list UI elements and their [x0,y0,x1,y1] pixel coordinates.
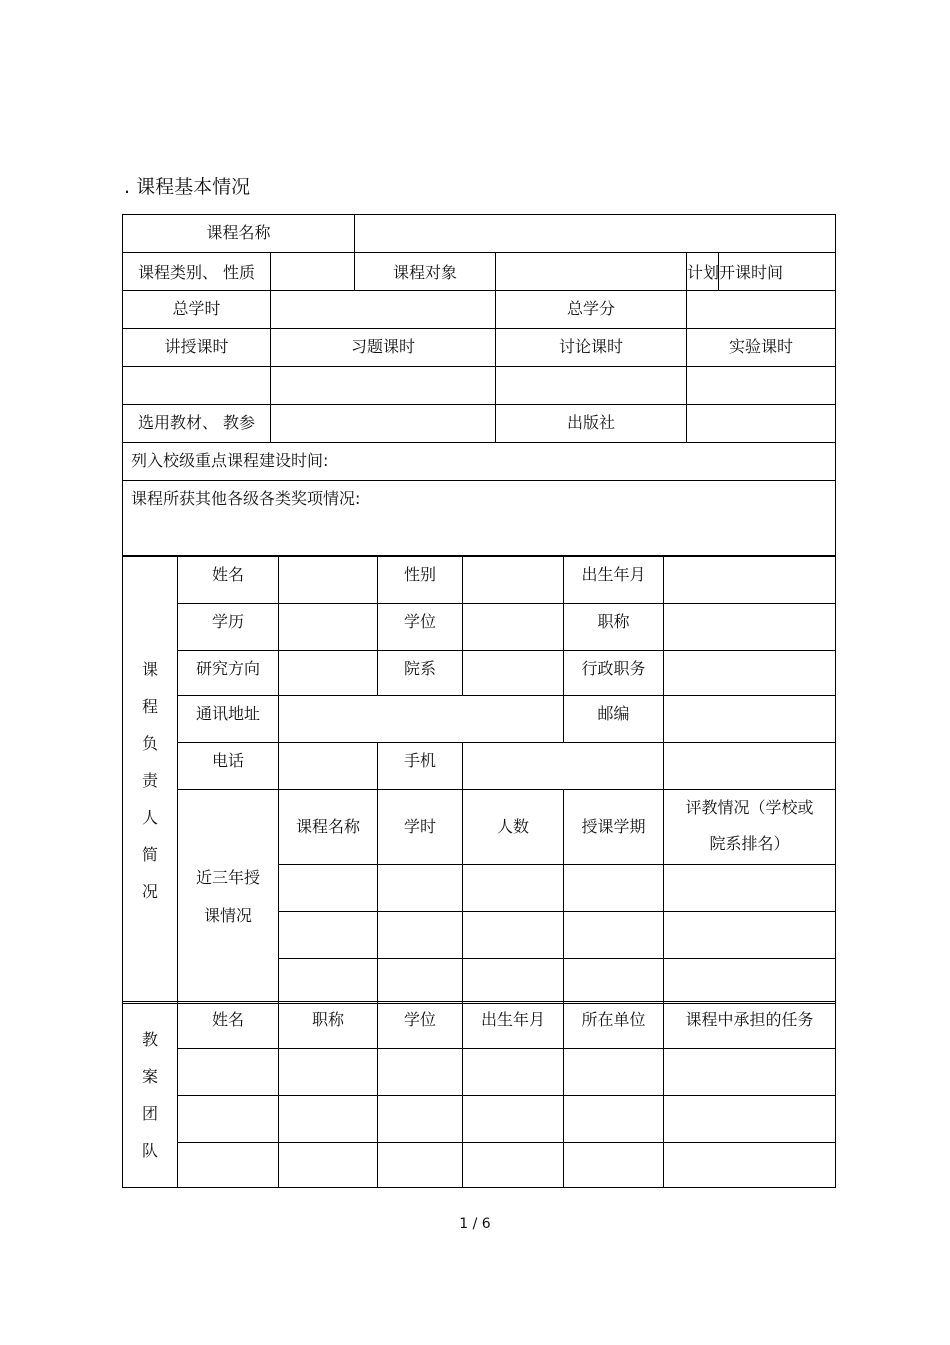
teaching-cell[interactable] [564,865,664,912]
course-basic-info-table [122,214,836,556]
lecture-hours-field[interactable] [123,367,271,405]
leader-section-char: 况 [141,881,158,901]
team-cell[interactable] [564,1143,664,1188]
leader-postcode-label: 邮编 [564,696,664,743]
teaching-cell[interactable] [664,912,836,959]
course-name-field[interactable] [355,215,836,253]
team-header-birth: 出生年月 [463,1002,564,1049]
teaching-cell[interactable] [463,959,564,1004]
leader-birth-field[interactable] [664,557,836,604]
team-cell[interactable] [463,1096,564,1143]
exercise-hours-label: 习题课时 [271,329,496,367]
lecture-hours-label: 讲授课时 [123,329,271,367]
teaching-header-course-name: 课程名称 [279,790,378,865]
course-leader-table [122,556,836,1004]
page-indicator: 1 / 6 [459,1216,491,1232]
team-header-title: 职称 [279,1002,378,1049]
discussion-hours-label: 讨论课时 [496,329,687,367]
leader-name-field[interactable] [279,557,378,604]
leader-degree-label: 学位 [378,604,463,651]
team-section-label [123,1002,178,1188]
team-header-name: 姓名 [178,1002,279,1049]
section-heading: . 课程基本情况 [124,176,251,198]
total-hours-label: 总学时 [123,291,271,329]
discussion-hours-field[interactable] [496,367,687,405]
team-cell[interactable] [279,1143,378,1188]
teaching-header-students: 人数 [463,790,564,865]
leader-section-char: 课 [141,659,158,679]
leader-gender-label: 性别 [378,557,463,604]
leader-research-field[interactable] [279,651,378,696]
leader-phone-label: 电话 [178,743,279,790]
leader-section-char: 人 [141,807,158,827]
team-cell[interactable] [378,1143,463,1188]
textbook-label: 选用教材、 教参 [123,405,271,443]
team-cell[interactable] [178,1143,279,1188]
team-cell[interactable] [279,1096,378,1143]
team-cell[interactable] [564,1096,664,1143]
awards-label: 课程所获其他各级各类奖项情况: [123,481,836,556]
teaching-cell[interactable] [664,959,836,1004]
leader-postcode-field[interactable] [664,696,836,743]
leader-extra-field[interactable] [664,743,836,790]
team-cell[interactable] [178,1049,279,1096]
key-course-time-label: 列入校级重点课程建设时间: [123,443,836,481]
team-cell[interactable] [178,1096,279,1143]
leader-section-char: 简 [141,844,158,864]
team-header-task: 课程中承担的任务 [664,1002,836,1049]
teaching-cell[interactable] [279,865,378,912]
leader-address-label: 通讯地址 [178,696,279,743]
leader-title-field[interactable] [664,604,836,651]
teaching-cell[interactable] [564,912,664,959]
team-section-char: 队 [141,1140,158,1160]
leader-mobile-field[interactable] [463,743,664,790]
team-cell[interactable] [279,1049,378,1096]
teaching-team-table [122,1001,836,1188]
teaching-header-evaluation [664,790,836,865]
course-category-label: 课程类别、 性质 [123,253,271,291]
teaching-cell[interactable] [463,865,564,912]
teaching-cell[interactable] [664,865,836,912]
lab-hours-field[interactable] [687,367,836,405]
team-cell[interactable] [463,1143,564,1188]
leader-admin-post-field[interactable] [664,651,836,696]
teaching-cell[interactable] [378,959,463,1004]
team-cell[interactable] [378,1096,463,1143]
leader-department-field[interactable] [463,651,564,696]
leader-gender-field[interactable] [463,557,564,604]
leader-education-label: 学历 [178,604,279,651]
leader-phone-field[interactable] [279,743,378,790]
lab-hours-label: 实验课时 [687,329,836,367]
leader-birth-label: 出生年月 [564,557,664,604]
teaching-cell[interactable] [279,959,378,1004]
team-cell[interactable] [664,1096,836,1143]
teaching-history-line2: 课情况 [203,905,252,925]
textbook-field[interactable] [271,405,496,443]
planned-time-label: 计划开课时间 [687,253,719,291]
team-cell[interactable] [564,1049,664,1096]
team-cell[interactable] [463,1049,564,1096]
exercise-hours-field[interactable] [271,367,496,405]
team-header-degree: 学位 [378,1002,463,1049]
teaching-cell[interactable] [378,865,463,912]
teaching-header-evaluation-line1: 评教情况（学校或 [685,798,814,817]
teaching-cell[interactable] [564,959,664,1004]
total-credits-field[interactable] [687,291,836,329]
leader-address-field[interactable] [279,696,564,743]
leader-section-char: 责 [141,770,158,790]
leader-degree-field[interactable] [463,604,564,651]
teaching-history-label [178,790,279,1004]
leader-section-char: 负 [141,733,158,753]
team-cell[interactable] [664,1143,836,1188]
teaching-history-line1: 近三年授 [195,867,260,887]
leader-admin-post-label: 行政职务 [564,651,664,696]
team-header-unit: 所在单位 [564,1002,664,1049]
publisher-label: 出版社 [496,405,687,443]
leader-department-label: 院系 [378,651,463,696]
teaching-cell[interactable] [463,912,564,959]
total-credits-label: 总学分 [496,291,687,329]
leader-education-field[interactable] [279,604,378,651]
course-name-label: 课程名称 [123,215,355,253]
course-target-label: 课程对象 [355,253,496,291]
team-cell[interactable] [664,1049,836,1096]
teaching-header-hours: 学时 [378,790,463,865]
teaching-cell[interactable] [378,912,463,959]
teaching-header-term: 授课学期 [564,790,664,865]
leader-mobile-label: 手机 [378,743,463,790]
course-category-field[interactable] [271,253,355,291]
total-hours-field[interactable] [271,291,496,329]
leader-section-label [123,557,178,1004]
team-section-char: 案 [141,1066,158,1086]
leader-research-label: 研究方向 [178,651,279,696]
team-cell[interactable] [378,1049,463,1096]
publisher-field[interactable] [687,405,836,443]
leader-title-label: 职称 [564,604,664,651]
teaching-header-evaluation-line2: 院系排名） [709,834,790,853]
leader-name-label: 姓名 [178,557,279,604]
course-target-field[interactable] [496,253,687,291]
teaching-cell[interactable] [279,912,378,959]
team-section-char: 团 [141,1103,158,1123]
team-section-char: 教 [141,1029,158,1049]
leader-section-char: 程 [141,696,158,716]
